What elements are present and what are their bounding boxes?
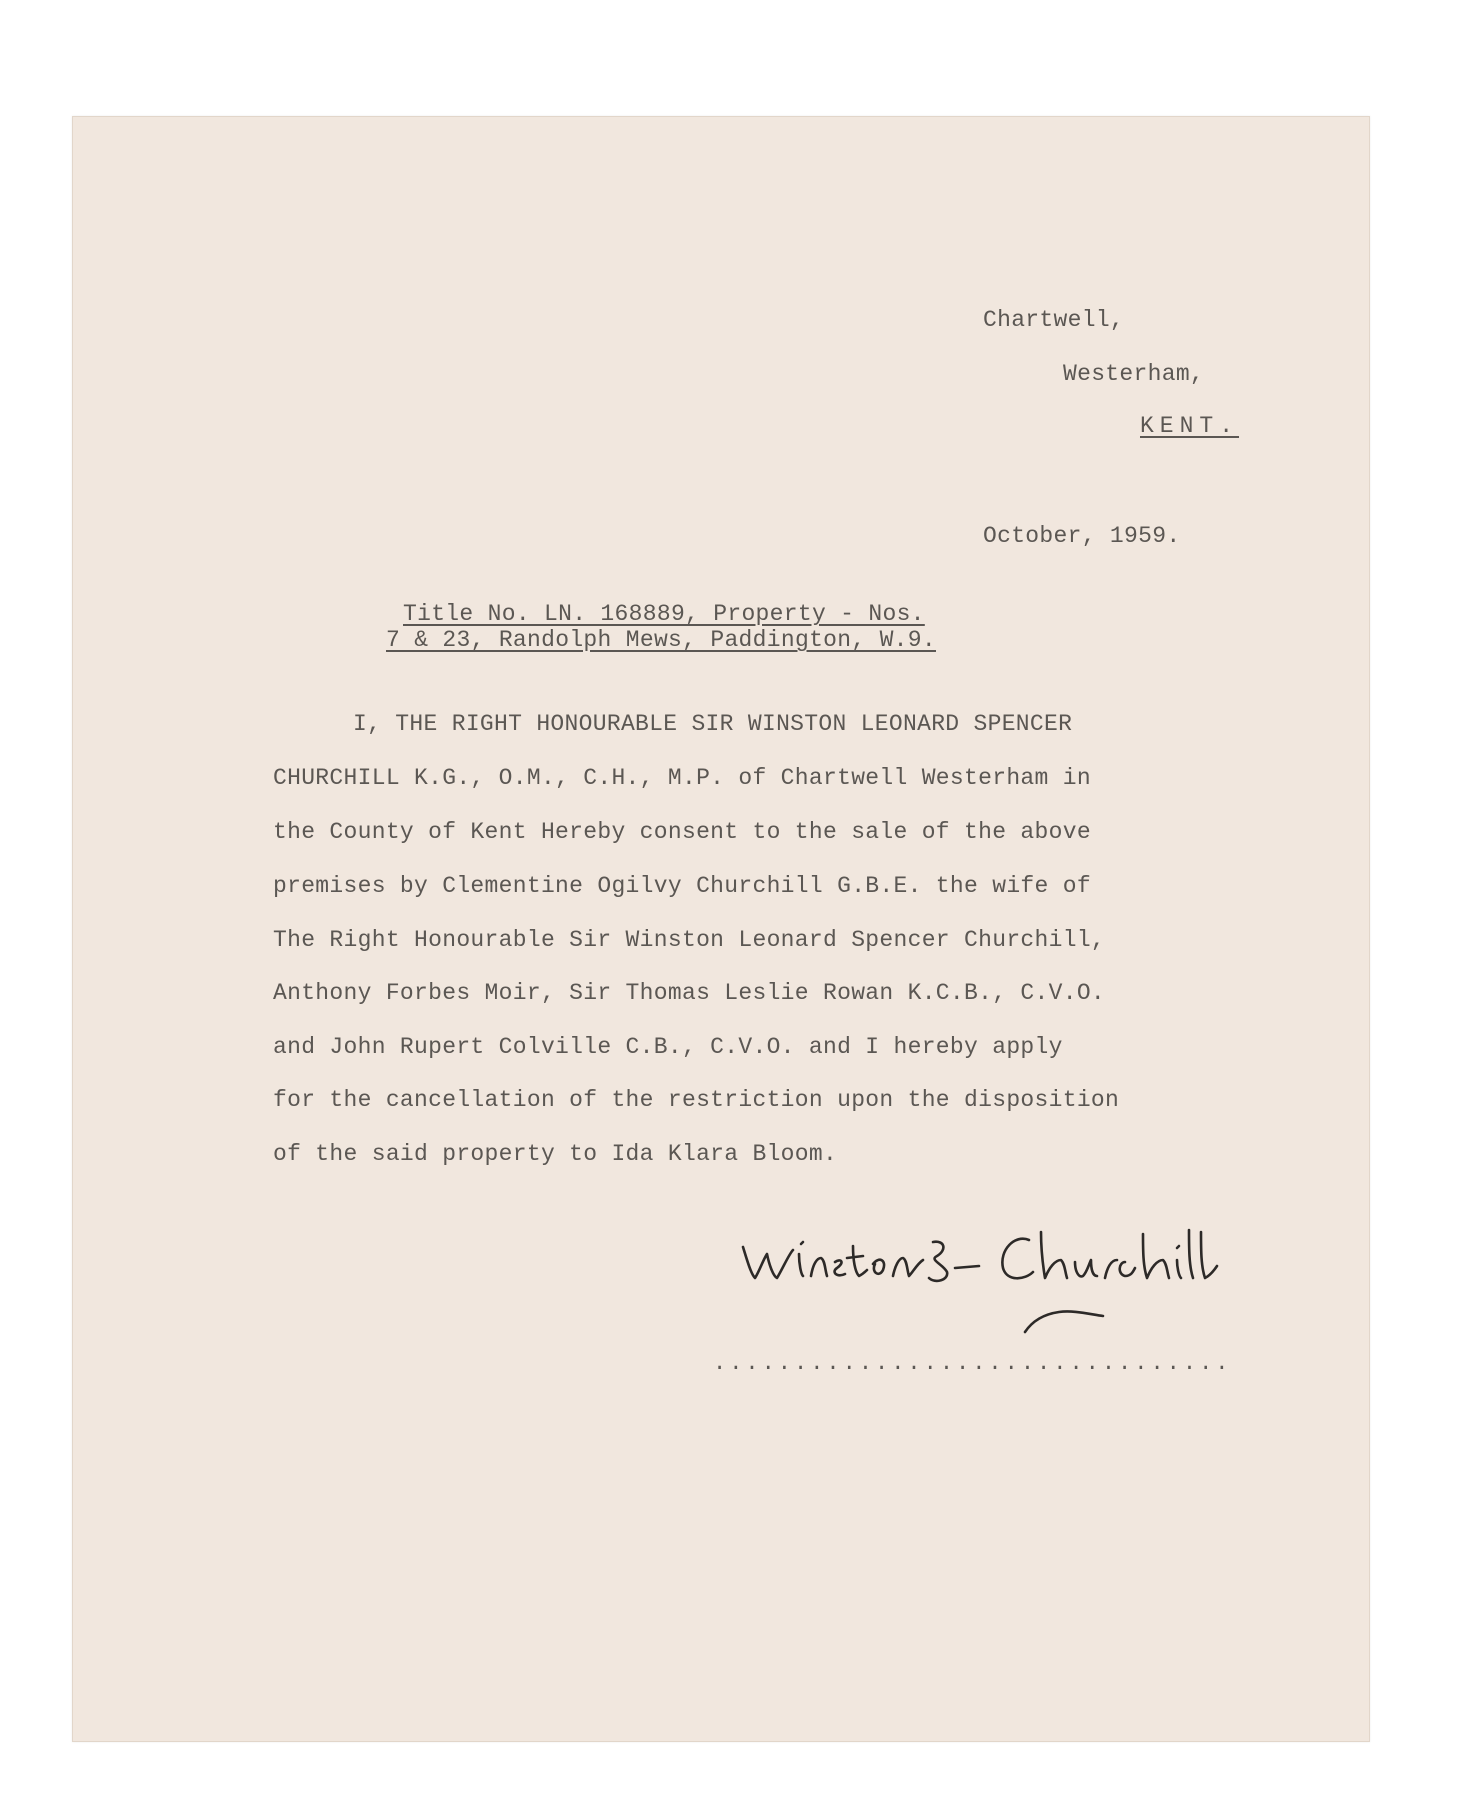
body-line-7: and John Rupert Colville C.B., C.V.O. and I hereby apply (273, 1034, 1063, 1060)
address-line-3: KENT. (1140, 413, 1240, 439)
signature-line: ................................ (713, 1351, 1232, 1376)
body-line-6: Anthony Forbes Moir, Sir Thomas Leslie Rowan K.C.B., C.V.O. (273, 980, 1106, 1006)
body-line-8: for the cancellation of the restriction upon the disposition (273, 1087, 1120, 1113)
body-line-3: the County of Kent Hereby consent to the sale of the above (273, 819, 1091, 845)
body-line-5: The Right Honourable Sir Winston Leonard Spencer Churchill, (273, 927, 1106, 953)
address-line-2: Westerham, (1063, 361, 1205, 387)
body-line-1: I, THE RIGHT HONOURABLE SIR WINSTON LEONARD SPENCER (353, 711, 1073, 737)
handwritten-signature (733, 1202, 1253, 1342)
address-line-1: Chartwell, (983, 307, 1125, 333)
body-line-9: of the said property to Ida Klara Bloom. (273, 1141, 838, 1167)
letter-date: October, 1959. (983, 523, 1181, 549)
body-line-2: CHURCHILL K.G., O.M., C.H., M.P. of Chartwell Westerham in (273, 765, 1091, 791)
document-sheet (72, 116, 1370, 1742)
body-line-4: premises by Clementine Ogilvy Churchill G.B.E. the wife of (273, 873, 1091, 899)
title-line-1: Title No. LN. 168889, Property - Nos. (403, 601, 925, 627)
title-line-2: 7 & 23, Randolph Mews, Paddington, W.9. (386, 627, 936, 653)
